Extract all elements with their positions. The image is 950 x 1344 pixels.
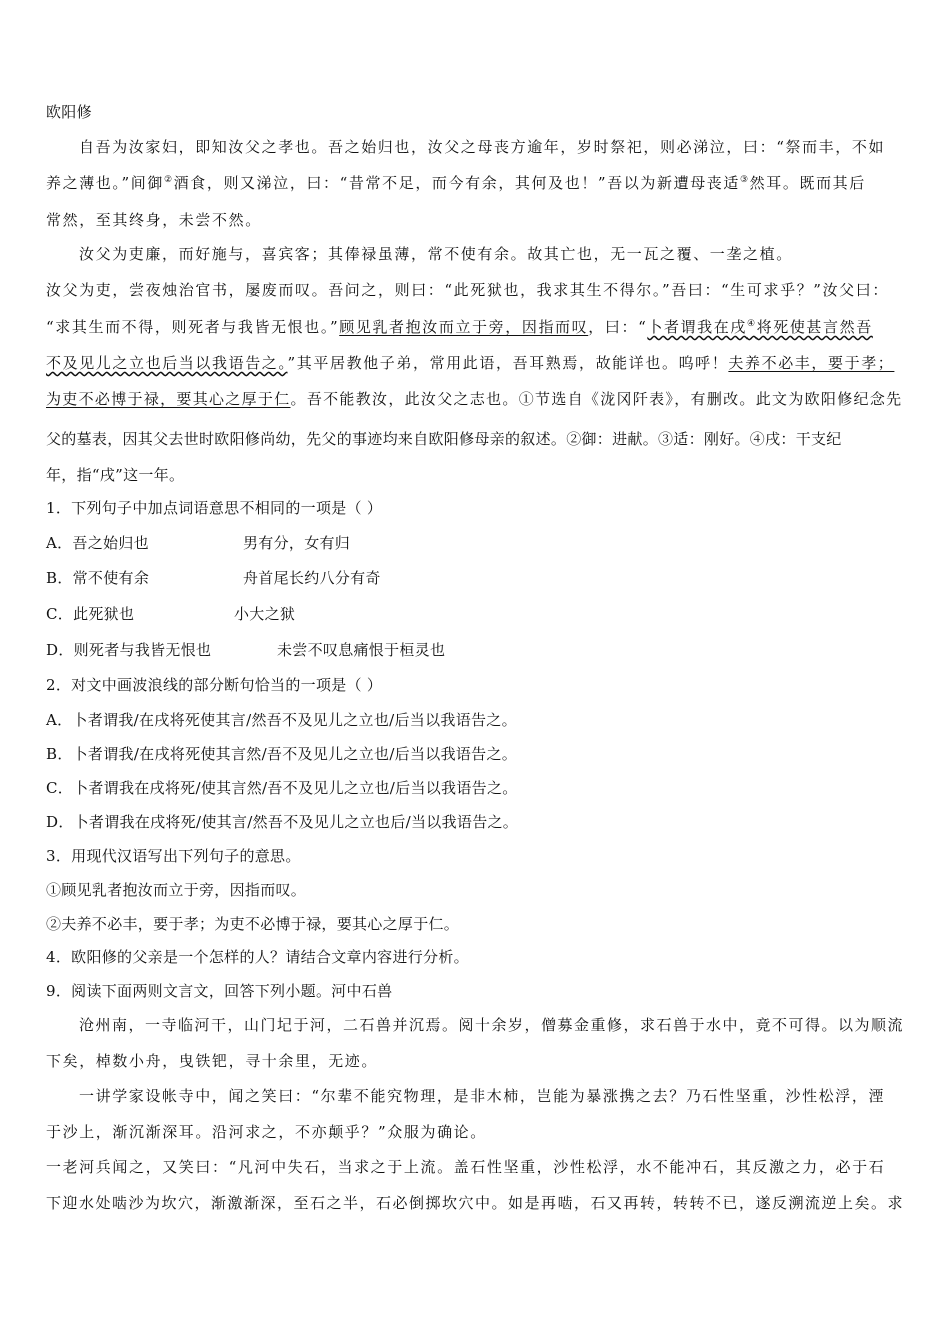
wavy-underline-part-b: 不及见儿之立也后当以我语告之。	[46, 354, 288, 372]
passage-p3-line3: 不及见儿之立也后当以我语告之。”其平居教他子弟，常用此语，吾耳熟焉，故能详也。呜呼！夫养不必丰，要于孝；	[46, 354, 895, 372]
q2-option-b: B．卜者谓我/在戌将死使其言然/吾不及见儿之立也/后当以我语告之。	[46, 745, 518, 763]
underlined-sentence-2a: 夫养不必丰，要于孝；	[728, 354, 895, 372]
underlined-sentence-2b: 为吏不必博于禄，要其心之厚于仁	[46, 390, 291, 408]
q1-option-c: C．此死狱也	[46, 605, 135, 623]
q3-stem: 3．用现代汉语写出下列句子的意思。	[46, 847, 301, 865]
passage-p1-line1: 自吾为汝家妇，即知汝父之孝也。吾之始归也，汝父之母丧方逾年，岁时祭祀，则必涕泣，曰：“祭而丰，不如	[79, 138, 886, 156]
q2-stem: 2．对文中画波浪线的部分断句恰当的一项是（ ）	[46, 676, 383, 694]
passage-p3-line6: 年，指“戌”这一年。	[46, 466, 185, 484]
q1-option-d: D．则死者与我皆无恨也	[46, 641, 212, 659]
q3-item-1: ①顾见乳者抱汝而立于旁，因指而叹。	[46, 881, 307, 899]
q1-option-d-compare: 未尝不叹息痛恨于桓灵也	[277, 641, 446, 659]
passage-p3-line5: 父的墓表，因其父去世时欧阳修尚幼，先父的事迹均来自欧阳修母亲的叙述。②御：进献。③适：刚好。④戌：干支纪	[46, 430, 842, 448]
q9-passage-line4: 于沙上，渐沉渐深耳。沿河求之，不亦颠乎？”众服为确论。	[46, 1123, 487, 1141]
footnote-mark-2: ②	[163, 175, 174, 185]
q1-option-b: B．常不使有余	[46, 569, 150, 587]
q1-option-b-compare: 舟首尾长约八分有奇	[243, 569, 381, 587]
q1-stem: 1．下列句子中加点词语意思不相同的一项是（ ）	[46, 499, 383, 517]
q9-passage-line2: 下矣，棹数小舟，曳铁钯，寻十余里，无迹。	[46, 1052, 379, 1070]
underlined-sentence-1: 顾见乳者抱汝而立于旁，因指而叹	[339, 318, 589, 336]
author-name: 欧阳修	[46, 103, 92, 121]
passage-p1-line3: 常然，至其终身，未尝不然。	[46, 211, 262, 229]
footnote-mark-4: ④	[746, 319, 757, 329]
q9-passage-line3: 一讲学家设帐寺中，闻之笑曰：“尔辈不能究物理，是非木柿，岂能为暴涨携之去？乃石性坚重，沙性松浮，湮	[79, 1087, 886, 1105]
q2-option-a: A．卜者谓我/在戌将死使其言/然吾不及见儿之立也/后当以我语告之。	[46, 711, 517, 729]
q9-passage-line1: 沧州南，一寺临河干，山门圮于河，二石兽并沉焉。阅十余岁，僧募金重修，求石兽于水中，竟不可得。以为顺流	[79, 1016, 905, 1034]
q9-stem: 9．阅读下面两则文言文，回答下列小题。河中石兽	[46, 982, 393, 1000]
q1-option-a: A．吾之始归也	[46, 534, 149, 552]
passage-p3-line2: “求其生而不得，则死者与我皆无恨也。”顾见乳者抱汝而立于旁，因指而叹，曰：“卜者谓我在戌④将死使甚言然吾	[46, 318, 873, 336]
wavy-underline-part-a: 卜者谓我在戌④将死使甚言然吾	[647, 318, 873, 336]
passage-p3-line1: 汝父为吏，尝夜烛治官书，屡废而叹。吾问之，则曰：“此死狱也，我求其生不得尔。”吾曰：“生可求乎？”汝父曰：	[46, 281, 889, 299]
q9-passage-line6: 下迎水处啮沙为坎穴，渐激渐深，至石之半，石必倒掷坎穴中。如是再啮，石又再转，转转不已，遂反溯流逆上矣。求	[46, 1194, 905, 1212]
q2-option-d: D．卜者谓我在戌将死/使其言/然吾不及见儿之立也后/当以我语告之。	[46, 813, 519, 831]
passage-p3-line4: 为吏不必博于禄，要其心之厚于仁。吾不能教汝，此汝父之志也。①节选自《泷冈阡表》，有删改。此文为欧阳修纪念先	[46, 390, 903, 408]
q9-passage-line5: 一老河兵闻之，又笑曰：“凡河中失石，当求之于上流。盖石性坚重，沙性松浮，水不能冲石，其反激之力，必于石	[46, 1158, 886, 1176]
q1-option-a-compare: 男有分，女有归	[243, 534, 351, 552]
passage-p1-line2: 养之薄也。”间御②酒食，则又涕泣，曰：“昔常不足，而今有余，其何及也！”吾以为新遭母丧适③然耳。既而其后	[46, 174, 866, 192]
passage-p2: 汝父为吏廉，而好施与，喜宾客；其俸禄虽薄，常不使有余。故其亡也，无一瓦之覆、一垄之植。	[79, 245, 793, 263]
q3-item-2: ②夫养不必丰，要于孝；为吏不必博于禄，要其心之厚于仁。	[46, 915, 460, 933]
q2-option-c: C．卜者谓我在戌将死/使其言然/吾不及见儿之立也/后当以我语告之。	[46, 779, 518, 797]
q4-stem: 4．欧阳修的父亲是一个怎样的人？请结合文章内容进行分析。	[46, 948, 469, 966]
q1-option-c-compare: 小大之狱	[234, 605, 296, 623]
footnote-mark-3: ③	[740, 175, 750, 185]
